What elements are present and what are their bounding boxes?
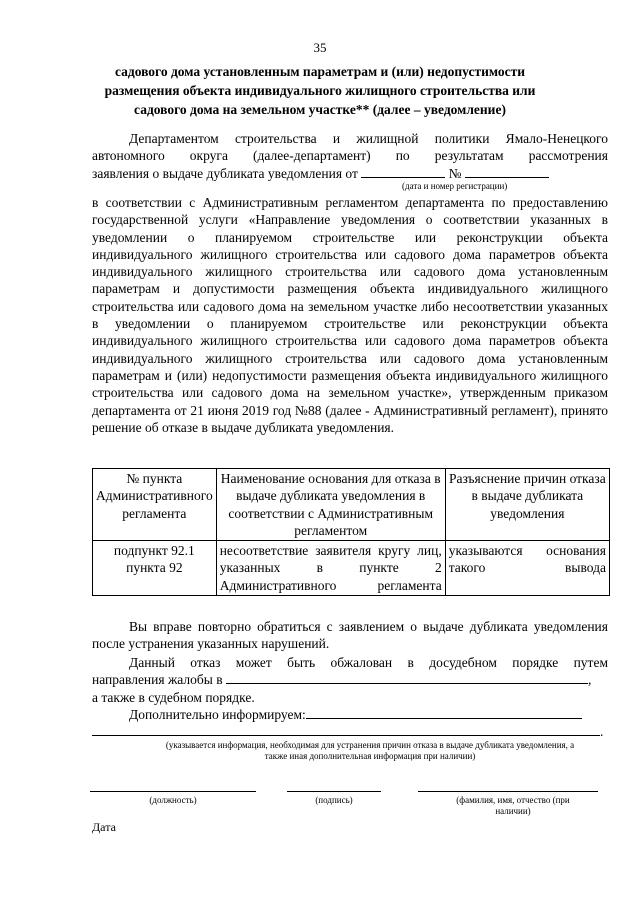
appeal-line-1: Данный отказ может быть обжалован в досудебном порядке путем: [129, 655, 608, 670]
intro-line-2: автономного округа (далее-департамент) по результатам рассмотрения: [92, 148, 608, 164]
additional-blank-1: [306, 706, 582, 719]
date-label: Дата: [92, 820, 116, 834]
number-sign: №: [448, 165, 462, 181]
cell-explanation: указываются основания такого вывода: [445, 541, 609, 596]
page-number: 35: [313, 40, 327, 55]
cell-reason: несоответствие заявителя кругу лиц, указанных в пункте 2 Административного регламента: [216, 541, 445, 596]
appeal-block: [92, 654, 608, 706]
header-cell-explanation: Разъяснение причин отказа в выдаче дубликата уведомления: [445, 469, 609, 541]
additional-blank-2: [92, 723, 600, 736]
intro-block: [92, 130, 608, 182]
table-header-row: [93, 469, 610, 541]
date-blank: [361, 165, 445, 178]
appeal-line-3: а также в судебном порядке.: [92, 689, 255, 705]
additional-line-1: [92, 706, 608, 723]
additional-end-dot: .: [600, 724, 604, 740]
appeal-line-2-prefix: направления жалобы в: [92, 672, 223, 688]
intro-line-3-prefix: заявления о выдаче дубликата уведомления от: [92, 165, 358, 181]
position-line: [90, 791, 256, 792]
additional-hint: (указывается информация, необходимая для устранения причин отказа в выдаче дубликата уведомления, а также иная дополнительная информация при наличии): [165, 740, 575, 761]
appeal-authority-blank: [226, 671, 588, 684]
number-blank: [465, 165, 549, 178]
header-cell-reason: Наименование основания для отказа в выдаче дубликата уведомления в соответствии с Административным регламентом: [216, 469, 445, 541]
additional-label: Дополнительно информируем:: [129, 707, 306, 722]
full-name-caption: (фамилия, имя, отчество (при наличии): [456, 795, 570, 816]
signature-caption: (подпись): [315, 795, 353, 805]
cell-paragraph-number: подпункт 92.1 пункта 92: [93, 541, 217, 596]
position-caption: (должность): [149, 795, 197, 805]
signature-line: [287, 791, 381, 792]
refusal-table: [92, 468, 610, 596]
body-paragraph: в соответствии с Административным регламентом департамента по предоставлению государственной услуги «Направление уведомления о соответствии указанных в уведомлении о планируемом строительстве или реконструкции объекта индивидуального жилищного строительства или садового дома параметров объекта индивидуального жилищного строительства или садового дома установленным параметрам и допустимости размещения объекта индивидуального жилищного строительства или садового дома на земельном участке либо несоответствии указанных в уведомлении о планируемом строительстве или реконструкции объекта индивидуального жилищного строительства или садового дома параметров объекта индивидуального жилищного строительства или садового дома установленным параметрам и (или) недопустимости размещения объекта индивидуального жилищного строительства или садового дома на земельном участке», утвержденным приказом департамента от 21 июня 2019 год №88 (далее - Административный регламент), принято решение об отказе в выдаче дубликата уведомления.: [92, 195, 608, 435]
appeal-comma: ,: [587, 672, 592, 688]
registration-hint: (дата и номер регистрации): [402, 181, 508, 191]
appeal-line-2: [92, 671, 608, 688]
table-row: [93, 541, 610, 596]
full-name-line: [418, 791, 598, 792]
header-cell-paragraph-number: № пункта Административного регламента: [93, 469, 217, 541]
intro-line-3: [92, 165, 608, 182]
additional-block: [92, 706, 608, 741]
additional-line-2: [92, 723, 608, 740]
document-title: садового дома установленным параметрам и (или) недопустимости размещения объекта индивидуального жилищного строительства или садового дома на земельном участке** (далее – уведомление): [104, 64, 536, 117]
intro-line-1: Департаментом строительства и жилищной политики Ямало-Ненецкого: [129, 131, 608, 146]
reapply-paragraph: Вы вправе повторно обратиться с заявлением о выдаче дубликата уведомления после устранения указанных нарушений.: [92, 619, 608, 652]
